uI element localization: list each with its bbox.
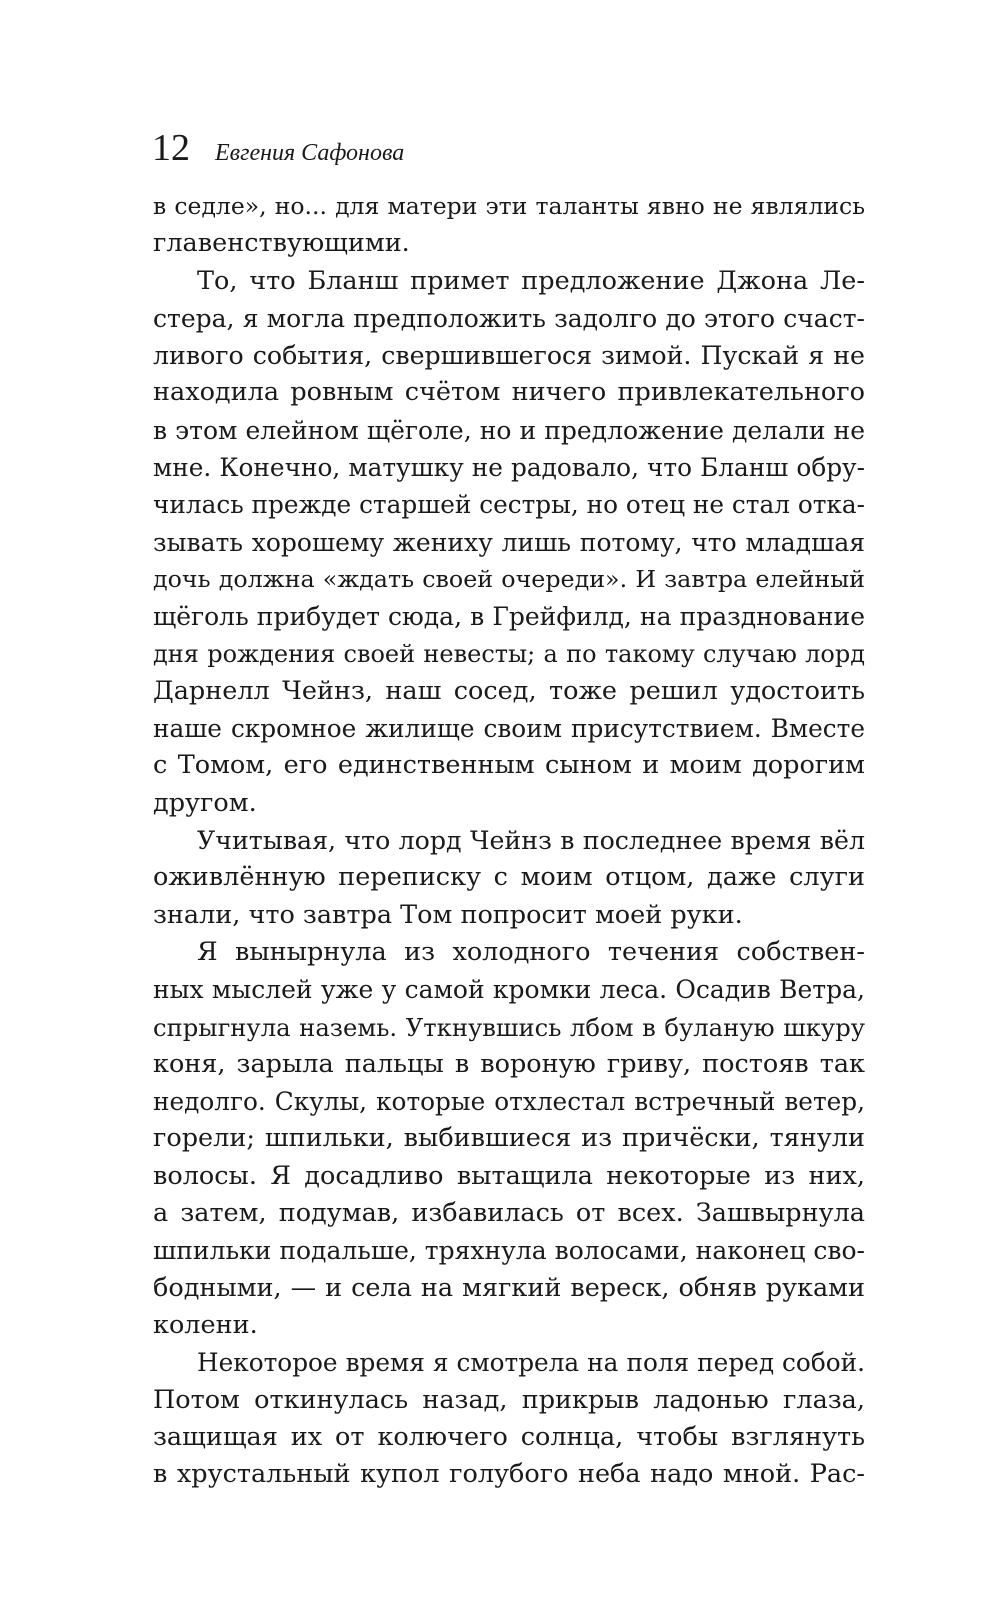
- text-line: дня рождения своей невесты; а по такому случаю лорд: [153, 639, 865, 668]
- text-line: наше скромное жилище своим присутствием. Вместе: [153, 714, 865, 744]
- text-line: другом.: [153, 787, 257, 818]
- text-line: находила ровным счётом ничего привлекательного: [153, 377, 865, 408]
- running-head-author: Евгения Сафонова: [215, 140, 405, 166]
- text-line: Потом откинулась назад, прикрыв ладонью глаза,: [153, 1384, 865, 1415]
- text-line: горели; шпильки, выбившиеся из причёски, тянули: [153, 1123, 865, 1154]
- text-line: мне. Конечно, матушку не радовало, что Бланш обру-: [153, 453, 865, 483]
- text-line: Учитывая, что лорд Чейнз в последнее время вёл: [197, 826, 865, 856]
- text-line: стера, я могла предположить задолго до этого счаст-: [153, 303, 865, 333]
- page-number: 12: [152, 127, 190, 169]
- text-line: ных мыслей уже у самой кромки леса. Осадив Ветра,: [153, 975, 865, 1005]
- text-line: дочь должна «ждать своей очереди». И завтра елейный: [153, 564, 865, 593]
- text-line: То, что Бланш примет предложение Джона Ле-: [197, 265, 865, 296]
- text-line: в этом елейном щёголе, но и предложение делали не: [153, 415, 865, 445]
- text-line: в седле», но... для матери эти таланты явно не являлись: [153, 192, 865, 220]
- text-line: колени.: [153, 1309, 258, 1340]
- text-line: бодными, — и села на мягкий вереск, обняв руками: [153, 1272, 865, 1303]
- text-line: в хрустальный купол голубого неба надо мной. Рас-: [153, 1459, 865, 1490]
- text-line: коня, зарыла пальцы в вороную гриву, постояв так: [153, 1048, 865, 1079]
- text-line: спрыгнула наземь. Уткнувшись лбом в буланую шкуру: [153, 1012, 865, 1042]
- text-line: чилась прежде старшей сестры, но отец не стал отка-: [153, 490, 865, 520]
- text-line: зывать хорошему жениху лишь потому, что младшая: [153, 527, 865, 557]
- text-line: а затем, подумав, избавилась от всех. Зашвырнула: [153, 1198, 865, 1229]
- text-line: главенствующими.: [153, 228, 410, 259]
- text-line: шпильки подальше, тряхнула волосами, наконец сво-: [153, 1236, 865, 1266]
- text-line: знали, что завтра Том попросит моей руки.: [153, 899, 743, 930]
- text-line: недолго. Скулы, которые отхлестал встречный ветер,: [153, 1087, 865, 1117]
- text-line: Я вынырнула из холодного течения собствен-: [197, 936, 865, 967]
- text-line: оживлённую переписку с моим отцом, даже слуги: [153, 862, 865, 893]
- text-line: ливого события, свершившегося зимой. Пускай я не: [153, 341, 865, 371]
- text-line: волосы. Я досадливо вытащила некоторые из них,: [153, 1160, 865, 1191]
- text-line: защищая их от колючего солнца, чтобы взглянуть: [153, 1421, 865, 1452]
- body-text: [153, 188, 865, 1493]
- text-line: с Томом, его единственным сыном и моим дорогим: [153, 750, 865, 781]
- page-header: [152, 123, 404, 173]
- text-line: щёголь прибудет сюда, в Грейфилд, на празднование: [153, 602, 865, 632]
- text-line: Некоторое время я смотрела на поля перед собой.: [197, 1348, 865, 1378]
- text-line: Дарнелл Чейнз, наш сосед, тоже решил удостоить: [153, 675, 865, 706]
